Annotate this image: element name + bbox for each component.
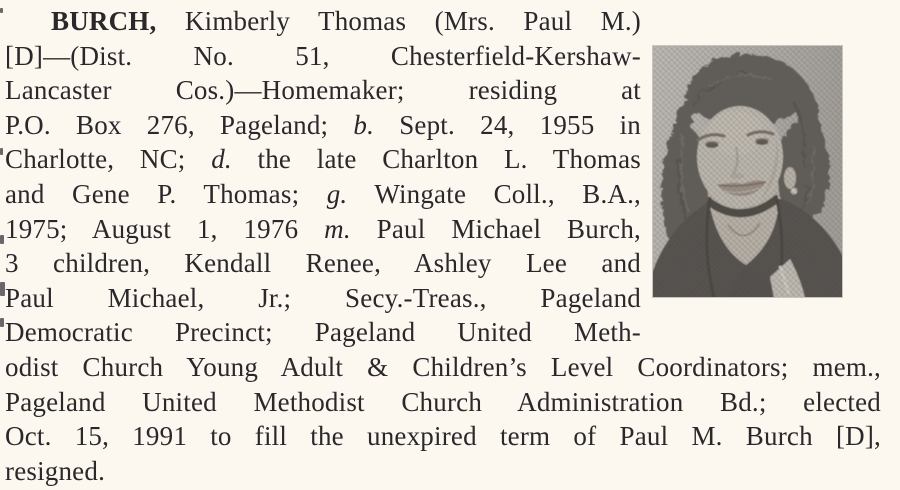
- text-line: [5, 454, 881, 489]
- text-line: [5, 281, 641, 316]
- text-line: [5, 39, 641, 74]
- text-segment: odist Church Young Adult & Children’s Level Coordinators; mem.,: [5, 351, 881, 382]
- text-segment: Paul Michael, Jr.; Secy.-Treas., Pageland: [5, 282, 641, 313]
- text-segment: resigned.: [5, 455, 106, 486]
- text-line: [5, 419, 881, 454]
- scan-artifact: [0, 8, 3, 13]
- scan-artifact: [0, 282, 5, 296]
- text-segment: Charlotte, NC;: [5, 144, 212, 175]
- scan-artifact: [0, 148, 3, 155]
- portrait-photo: [652, 45, 843, 298]
- text-line: [5, 212, 641, 247]
- text-line: [5, 108, 641, 143]
- abbrev-italic: b.: [353, 109, 375, 140]
- text-line: [5, 142, 641, 177]
- abbrev-italic: d.: [211, 144, 232, 175]
- text-segment: Lancaster Cos.)—Homemaker; residing at: [5, 75, 641, 106]
- text-segment: Kimberly Thomas (Mrs. Paul M.): [156, 6, 641, 36]
- text-line: [5, 350, 881, 385]
- text-segment: Oct. 15, 1991 to fill the unexpired term of Paul M. Burch [D],: [5, 421, 881, 452]
- text-segment: Sept. 24, 1955 in: [374, 109, 641, 140]
- text-line: [5, 177, 641, 212]
- text-segment: Paul Michael Burch,: [350, 213, 641, 244]
- text-line: [5, 246, 641, 281]
- text-line: [5, 4, 641, 39]
- abbrev-italic: g.: [326, 178, 348, 209]
- text-line: [5, 73, 641, 108]
- text-segment: Pageland United Methodist Church Administration Bd.; elected: [5, 386, 881, 417]
- text-segment: [D]—(Dist. No. 51, Chesterfield-Kershaw-: [5, 40, 641, 71]
- text-segment: 1975; August 1, 1976: [5, 213, 325, 244]
- text-segment: 3 children, Kendall Renee, Ashley Lee and: [5, 248, 641, 279]
- text-segment: Democratic Precinct; Pageland United Meth-: [5, 317, 641, 348]
- text-segment: the late Charlton L. Thomas: [231, 144, 641, 175]
- abbrev-italic: m.: [324, 213, 351, 244]
- scan-artifact: [0, 318, 4, 327]
- portrait-illustration: [652, 45, 843, 298]
- text-line: [5, 315, 641, 350]
- scan-artifact: [0, 235, 4, 244]
- text-segment: and Gene P. Thomas;: [5, 178, 327, 209]
- text-segment: Wingate Coll., B.A.,: [347, 178, 641, 209]
- surname-bold: BURCH,: [51, 6, 157, 36]
- text-segment: P.O. Box 276, Pageland;: [5, 109, 354, 140]
- text-line: [5, 385, 881, 420]
